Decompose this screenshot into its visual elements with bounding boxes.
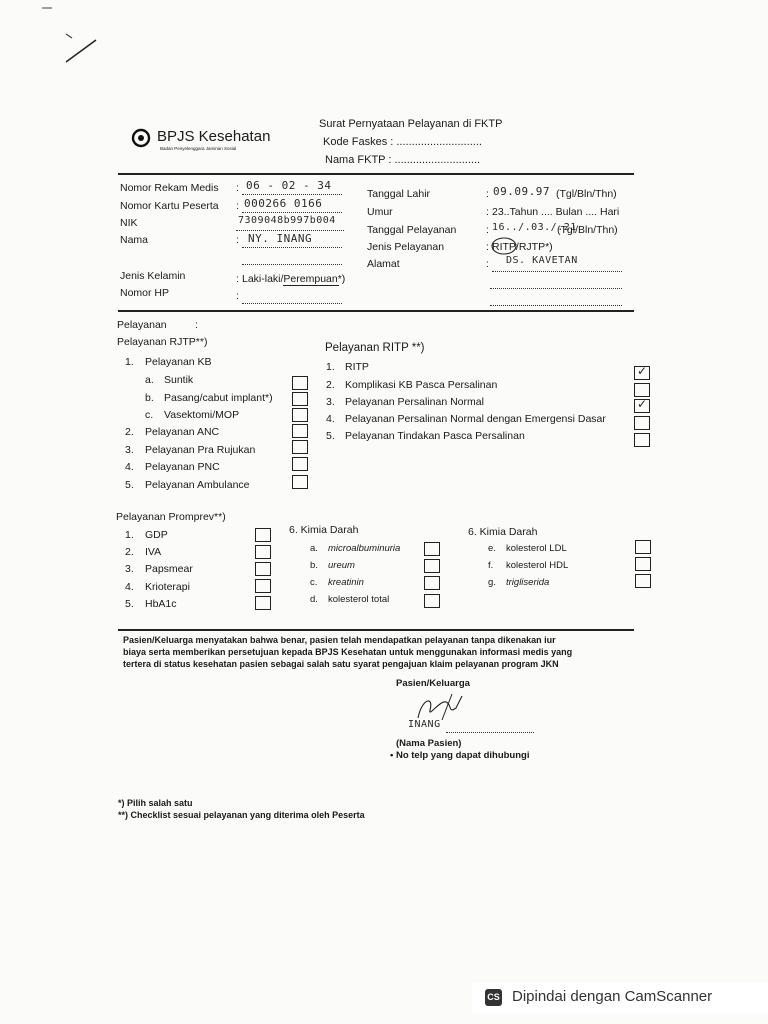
promprev-gdp: GDP (145, 529, 168, 541)
ritp-item-persalinan-normal: Pelayanan Persalinan Normal (345, 396, 484, 408)
tanggal-pelayanan-suffix: (Tgl/Bln/Thn) (557, 224, 618, 236)
scanner-label: Dipindai dengan CamScanner (512, 988, 713, 1005)
value-nik: 7309048b997b004 (238, 215, 336, 226)
checkbox-pasca-persalinan[interactable] (634, 433, 650, 447)
divider-middle (118, 310, 634, 312)
promprev-iva: IVA (145, 546, 162, 558)
signature-name: INANG (408, 719, 441, 730)
checkbox-persalinan-normal[interactable] (634, 399, 650, 413)
signature-name-label: (Nama Pasien) (396, 738, 462, 749)
promprev-title: Pelayanan Promprev**) (116, 511, 226, 523)
form-title: Surat Pernyataan Pelayanan di FKTP (319, 118, 503, 130)
ritp-title: Pelayanan RITP **) (325, 342, 425, 354)
checkbox-kolesterol-hdl[interactable] (635, 557, 651, 571)
rjtp-item-pra-rujukan: Pelayanan Pra Rujukan (145, 444, 256, 456)
checkbox-trigliserida[interactable] (635, 574, 651, 588)
ritp-item-pasca-persalinan: Pelayanan Tindakan Pasca Persalinan (345, 430, 525, 442)
checkbox-kolesterol-ldl[interactable] (635, 540, 651, 554)
label-nama: Nama (120, 234, 149, 246)
statement-line-2: biaya serta memberikan persetujuan kepada BPJS Kesehatan untuk menggunakan informasi medis yang (123, 647, 573, 657)
promprev-krioterapi: Krioterapi (145, 581, 190, 593)
value-alamat: DS. KAVETAN (506, 255, 578, 266)
checkbox-implant[interactable] (292, 392, 308, 406)
rjtp-title: Pelayanan RJTP**) (117, 336, 208, 348)
kode-faskes: Kode Faskes : ............................ (323, 136, 482, 148)
promprev-hba1c: HbA1c (145, 598, 177, 610)
label-nomor-hp: Nomor HP (120, 287, 170, 299)
rjtp-item-ambulance: Pelayanan Ambulance (145, 479, 250, 491)
value-umur: 23..Tahun .... Bulan .... Hari (492, 206, 620, 218)
kimia-trigliserida: trigliserida (506, 577, 550, 588)
value-jenis-kelamin: Laki-laki/Perempuan*) (242, 273, 346, 285)
ritp-circle-mark (490, 236, 520, 256)
label-pelayanan: Pelayanan (117, 319, 167, 331)
check-icon: ✓ (637, 364, 648, 378)
rjtp-item-suntik: Suntik (164, 374, 194, 386)
checkbox-suntik[interactable] (292, 376, 308, 390)
ritp-item-komplikasi-kb: Komplikasi KB Pasca Persalinan (345, 379, 498, 391)
rjtp-item-implant: Pasang/cabut implant*) (164, 392, 273, 404)
checkbox-anc[interactable] (292, 424, 308, 438)
checkbox-kolesterol-total[interactable] (424, 594, 440, 608)
nama-fktp: Nama FKTP : ............................ (325, 154, 481, 166)
promprev-papsmear: Papsmear (145, 563, 193, 575)
statement-line-3: tertera di status kesehatan pasien sebagai salah satu syarat pengajuan klaim pelayanan program JKN (123, 659, 559, 669)
kimia-microalbuminuria: microalbuminuria (328, 543, 401, 554)
tanggal-lahir-suffix: (Tgl/Bln/Thn) (556, 188, 617, 200)
checkbox-kreatinin[interactable] (424, 576, 440, 590)
checkbox-vasektomi[interactable] (292, 408, 308, 422)
divider-top (118, 173, 634, 175)
perempuan-underline (283, 285, 339, 286)
kimia-kreatinin: kreatinin (328, 577, 364, 588)
value-kartu-peserta: 000266 0166 (244, 197, 323, 210)
label-rekam-medis: Nomor Rekam Medis (120, 182, 219, 194)
checkbox-ureum[interactable] (424, 559, 440, 573)
rjtp-item-anc: Pelayanan ANC (145, 426, 220, 438)
value-rekam-medis: 06 - 02 - 34 (246, 179, 332, 192)
checkbox-ritp[interactable] (634, 366, 650, 380)
kimia-darah-title-2: 6. Kimia Darah (468, 526, 538, 538)
check-icon: ✓ (637, 397, 648, 411)
footnote-1: *) Pilih salah satu (118, 798, 193, 808)
checkbox-iva[interactable] (255, 545, 271, 559)
rjtp-item-vasektomi: Vasektomi/MOP (164, 409, 240, 421)
checkbox-pnc[interactable] (292, 457, 308, 471)
label-umur: Umur (367, 206, 393, 218)
checkbox-papsmear[interactable] (255, 562, 271, 576)
label-tanggal-lahir: Tanggal Lahir (367, 188, 431, 200)
ritp-item-emergensi: Pelayanan Persalinan Normal dengan Emergensi Dasar (345, 413, 606, 425)
kimia-kolesterol-hdl: kolesterol HDL (506, 560, 569, 571)
value-nomor-hp (242, 293, 342, 304)
scan-mark (40, 0, 110, 70)
divider-bottom (118, 629, 634, 631)
checkbox-emergensi[interactable] (634, 416, 650, 430)
brand-tagline: Badan Penyelenggara Jaminan Sosial (160, 146, 237, 151)
rjtp-item-kb: Pelayanan KB (145, 356, 212, 368)
document-page: BPJS Kesehatan Badan Penyelenggara Jaminan Sosial Surat Pernyataan Pelayanan di FKTP Kode Faskes : ............................ Nama FKTP : ............................ Nomor Rekam Medis Nomor Kartu Peserta NIK Nama Jenis Kelamin Nomor HP : 06 - 02 - 34 : 000266 0166 7309048b997b004 : NY. INANG : Laki-laki/Perempuan*) : Tanggal Lahir Umur Tanggal Pelayanan Jenis Pelayanan Alamat : 09.09.97 (Tgl/Bln/Thn) : 23..Tahun .... Bulan .... Hari : 16../.03./.21 (Tgl/Bln/Thn) : RITP/RJTP*) : DS. KAVETAN Pelayanan : Pelayanan RJTP**) 1. Pelayanan KB a. Suntik b. Pasang/cabut implant*) c. Vasektomi/MOP 2. Pelayanan ANC 3. Pelayanan Pra Rujukan 4. Pelayanan PNC 5. Pelayanan Ambulance Pelayanan RITP **) 1. RITP 2. Komplikasi KB Pasca Persalinan 3. Pelayanan Persalinan Normal 4. Pelayanan Persalinan Normal dengan Emergensi Dasar 5. Pelayanan Tindakan Pasca Persalinan ✓ ✓ Pelayanan Promprev**) 1. GDP 2. IVA 3. Papsmear 4. Krioterapi 5. HbA1c 6. Kimia Darah a. microalbuminuria b. ureum c. kreatinin d. kolesterol total 6. Kimia Darah e. kolesterol LDL f. kolesterol HDL g. trigliserida Pasien/Keluarga menyatakan bahwa benar, pasien telah mendapatkan pelayanan tanpa dikenakan iur biaya serta memberikan persetujuan kepada BPJS Kesehatan untuk menggunakan informasi medis yang tertera di status kesehatan pasien sebagai salah satu syarat pengajuan klaim pelayanan program JKN Pasien/Keluarga INANG (Nama Pasien) • No telp yang dapat dihubungi *) Pilih salah satu **) Checklist sesuai pelayanan yang diterima oleh Peserta CS Dipindai dengan CamScanner (0, 0, 768, 1024)
label-jenis-pelayanan: Jenis Pelayanan (367, 241, 445, 253)
ritp-item-ritp: RITP (345, 361, 369, 373)
statement-line-1: Pasien/Keluarga menyatakan bahwa benar, pasien telah mendapatkan pelayanan tanpa dikenakan iur (123, 635, 556, 645)
kimia-kolesterol-ldl: kolesterol LDL (506, 543, 567, 554)
label-jenis-kelamin: Jenis Kelamin (120, 270, 186, 282)
label-alamat: Alamat (367, 258, 400, 270)
checkbox-krioterapi[interactable] (255, 579, 271, 593)
value-jenis-pelayanan: RITP/RJTP*) (492, 241, 553, 253)
checkbox-ambulance[interactable] (292, 475, 308, 489)
checkbox-komplikasi-kb[interactable] (634, 383, 650, 397)
label-tanggal-pelayanan: Tanggal Pelayanan (367, 224, 457, 236)
value-nama: NY. INANG (248, 232, 313, 245)
bpjs-logo-icon (131, 128, 151, 148)
kimia-kolesterol-total: kolesterol total (328, 594, 390, 605)
checkbox-pra-rujukan[interactable] (292, 440, 308, 454)
checkbox-microalbuminuria[interactable] (424, 542, 440, 556)
footnote-2: **) Checklist sesuai pelayanan yang diterima oleh Peserta (118, 810, 365, 820)
kimia-darah-title-1: 6. Kimia Darah (289, 524, 359, 536)
signature-phone-label: • No telp yang dapat dihubungi (390, 750, 530, 761)
rjtp-item-pnc: Pelayanan PNC (145, 461, 220, 473)
value-tanggal-lahir: 09.09.97 (493, 185, 550, 198)
label-kartu-peserta: Nomor Kartu Peserta (120, 200, 219, 212)
value-tanggal-pelayanan: 16../.03./.21 (492, 222, 577, 233)
brand-name: BPJS Kesehatan (157, 128, 271, 145)
checkbox-gdp[interactable] (255, 528, 271, 542)
kimia-ureum: ureum (328, 560, 355, 571)
signature-role: Pasien/Keluarga (396, 678, 470, 689)
checkbox-hba1c[interactable] (255, 596, 271, 610)
label-nik: NIK (120, 217, 138, 229)
camscanner-icon: CS (485, 989, 502, 1006)
